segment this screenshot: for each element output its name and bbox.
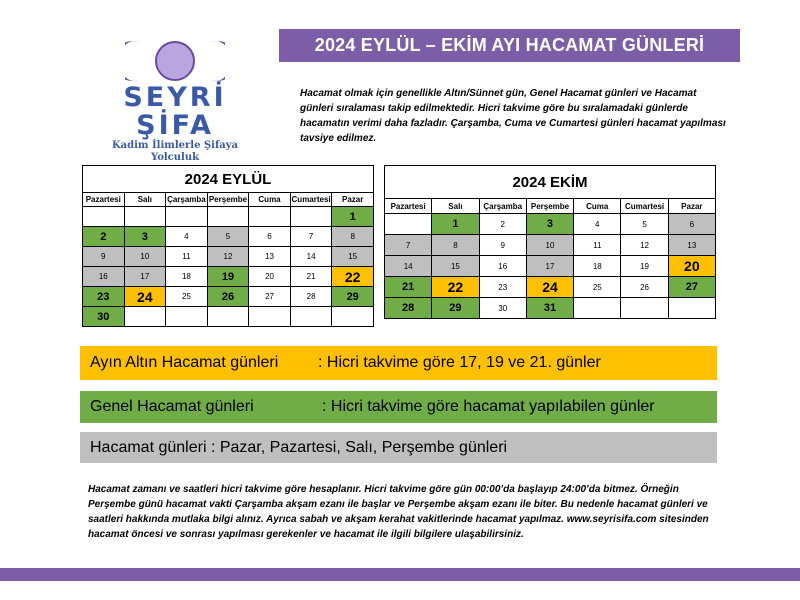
calendar-day: 27 [668,277,715,298]
calendar-day: 25 [166,287,208,307]
weekday-header: Salı [432,199,479,214]
calendar-day [249,207,291,227]
legend-golden-value: : Hicri takvime göre 17, 19 ve 21. günler [318,354,601,371]
calendar-day: 22 [332,267,374,287]
weekday-header: Cuma [574,199,621,214]
calendar-day [290,207,332,227]
calendar-day: 6 [249,227,291,247]
calendar-october [384,165,716,319]
moon-phases-icon [125,34,225,86]
calendar-day: 3 [124,227,166,247]
calendar-day: 8 [432,235,479,256]
calendar-day: 14 [290,247,332,267]
calendar-day: 13 [249,247,291,267]
calendar-day: 24 [124,287,166,307]
calendar-day: 21 [385,277,432,298]
weekday-header: Çarşamba [166,193,208,207]
calendar-day: 28 [290,287,332,307]
weekday-header: Cumartesi [290,193,332,207]
calendar-day: 26 [621,277,668,298]
calendar-day: 16 [479,256,526,277]
calendar-day: 21 [290,267,332,287]
weekday-header: Pazartesi [385,199,432,214]
calendar-day: 11 [166,247,208,267]
calendar-day: 26 [207,287,249,307]
calendar-day: 10 [124,247,166,267]
calendar-title: 2024 EKİM [385,166,716,199]
calendar-title: 2024 EYLÜL [83,166,374,193]
calendar-september [82,165,374,327]
calendar-day: 17 [124,267,166,287]
calendar-day: 30 [479,298,526,319]
intro-text: Hacamat olmak için genellikle Altın/Sünnet gün, Genel Hacamat günleri ve Hacamat günleri sıralaması takip edilmektedir. Hicri takvime göre bu sıralamadaki günlerde hacamatın verimi daha fazladır. Çarşamba, Cuma ve Cumartesi günleri hacamat yapılması tavsiye edilmez. [300,88,726,144]
calendar-day: 20 [249,267,291,287]
weekday-header: Pazar [668,199,715,214]
calendar-day: 7 [290,227,332,247]
weekday-header: Çarşamba [479,199,526,214]
calendar-day: 1 [432,214,479,235]
calendar-day [332,307,374,327]
calendar-day: 23 [479,277,526,298]
calendar-day: 6 [668,214,715,235]
footer-note: Hacamat zamanı ve saatleri hicri takvime göre hesaplanır. Hicri takvime göre gün 00:00’da başlayıp 24:00’da bitmez. Örneğin Perşembe günü hacamat vakti Çarşamba akşam ezanı ile başlar ve Perşembe akşam ezanı ile biter. Bu nedenle hacamat günleri ve saatleri hakkında mutlaka bilgi alınız. Ayrıca sabah ve akşam kerahat vakitlerinde hacamat yapılmaz. www.seyrisifa.com sitesinden hacamat öncesi ve sonrası yapılması gerekenler ve hacamat ile ilgili bilgilere ulaşabilirsiniz. [88,484,709,540]
calendar-day: 15 [432,256,479,277]
legend-general-label: Genel Hacamat günleri [90,398,254,415]
calendar-day [124,307,166,327]
calendar-day: 14 [385,256,432,277]
calendar-day: 22 [432,277,479,298]
calendar-day [207,207,249,227]
calendar-day: 13 [668,235,715,256]
calendar-day: 10 [526,235,573,256]
legend-golden-label: Ayın Altın Hacamat günleri [90,354,279,371]
calendar-day [166,307,208,327]
calendar-day: 4 [166,227,208,247]
calendar-day: 18 [574,256,621,277]
legend-general-days [80,391,717,423]
calendar-day: 1 [332,207,374,227]
calendar-day: 19 [621,256,668,277]
calendar-day: 5 [621,214,668,235]
weekday-header: Pazar [332,193,374,207]
calendar-day: 7 [385,235,432,256]
logo-brand: SEYRİ ŞİFA [123,82,227,141]
calendar-day: 24 [526,277,573,298]
calendar-day [166,207,208,227]
legend-general-value: : Hicri takvime göre hacamat yapılabilen günler [322,398,655,415]
weekday-header: Cuma [249,193,291,207]
legend-regular-days [80,432,717,463]
calendar-day: 16 [83,267,125,287]
weekday-header: Perşembe [207,193,249,207]
calendar-day: 12 [621,235,668,256]
weekday-header: Cumartesi [621,199,668,214]
calendar-day: 29 [432,298,479,319]
calendar-day: 25 [574,277,621,298]
calendar-day: 18 [166,267,208,287]
calendar-day: 23 [83,287,125,307]
weekday-header: Pazartesi [83,193,125,207]
logo-tagline: Kadim İlimlerle Şifaya Yolculuk [111,140,239,163]
weekday-header: Salı [124,193,166,207]
logo [100,34,250,163]
calendar-day: 4 [574,214,621,235]
legend-regular-text: Hacamat günleri : Pazar, Pazartesi, Salı, Perşembe günleri [90,438,508,456]
calendar-day: 20 [668,256,715,277]
calendar-day [574,298,621,319]
calendar-day: 29 [332,287,374,307]
calendar-day [83,207,125,227]
calendar-day: 17 [526,256,573,277]
bottom-bar [0,568,800,581]
calendar-day: 11 [574,235,621,256]
calendar-day [124,207,166,227]
calendar-day [249,307,291,327]
calendar-day: 5 [207,227,249,247]
calendar-day: 3 [526,214,573,235]
calendar-day: 28 [385,298,432,319]
calendar-day [207,307,249,327]
calendar-day [385,214,432,235]
calendar-day: 2 [83,227,125,247]
page-title: 2024 EYLÜL – EKİM AYI HACAMAT GÜNLERİ [279,29,740,62]
calendar-day: 9 [479,235,526,256]
legend-golden-days [80,346,717,380]
weekday-header: Perşembe [526,199,573,214]
calendar-day: 8 [332,227,374,247]
calendar-day: 19 [207,267,249,287]
calendar-day [621,298,668,319]
calendar-day: 15 [332,247,374,267]
calendar-day [290,307,332,327]
calendar-day: 27 [249,287,291,307]
calendar-day [668,298,715,319]
calendar-day: 2 [479,214,526,235]
calendar-day: 30 [83,307,125,327]
calendar-day: 31 [526,298,573,319]
calendar-day: 9 [83,247,125,267]
calendar-day: 12 [207,247,249,267]
